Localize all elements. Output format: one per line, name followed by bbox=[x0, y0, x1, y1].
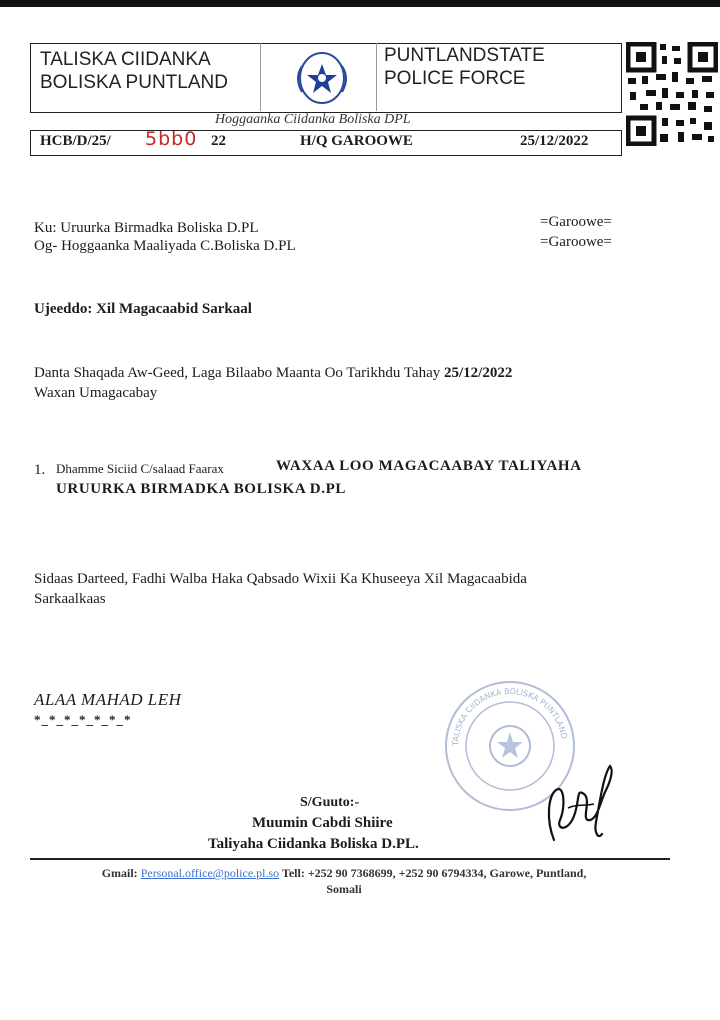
top-edge-bar bbox=[0, 0, 720, 7]
handwritten-signature bbox=[540, 760, 620, 855]
letterhead-left-line2: BOLISKA PUNTLAND bbox=[40, 72, 228, 93]
closing-line-2: Sarkaalkaas bbox=[34, 591, 106, 607]
reference-location: H/Q GAROOWE bbox=[300, 133, 413, 149]
intro-line-2: Waxan Umagacabay bbox=[34, 385, 158, 401]
reference-suffix: 22 bbox=[211, 133, 226, 149]
footer-country: Somali bbox=[326, 882, 362, 896]
footer-phone-address: Tell: +252 90 7368699, +252 90 6794334, Garowe, Puntland, bbox=[281, 866, 587, 880]
intro-text: Danta Shaqada Aw-Geed, Laga Bilaabo Maanta Oo Tarikhdu Tahay bbox=[34, 365, 441, 381]
letterhead-right-line1: PUNTLANDSTATE bbox=[384, 45, 545, 66]
letterhead-english-name bbox=[384, 44, 545, 90]
letterhead-right-line2: POLICE FORCE bbox=[384, 68, 526, 89]
reference-date: 25/12/2022 bbox=[520, 133, 589, 149]
recipient-place-2: =Garoowe= bbox=[540, 234, 612, 250]
qr-code-icon bbox=[626, 42, 718, 151]
salutation-stars: *_*_*_*_*_*_* bbox=[34, 712, 132, 727]
intro-date: 25/12/2022 bbox=[444, 365, 513, 381]
recipient-place-1: =Garoowe= bbox=[540, 214, 612, 230]
closing-line-1: Sidaas Darteed, Fadhi Walba Haka Qabsado Wixii Ka Khuseeya Xil Magacaabida bbox=[34, 571, 527, 587]
recipient-line-2: Og- Hoggaanka Maaliyada C.Boliska D.PL bbox=[34, 238, 296, 254]
intro-paragraph bbox=[34, 363, 654, 383]
item-appointment-line1: WAXAA LOO MAGACAABAY TALIYAHA bbox=[276, 458, 582, 474]
letterhead-divider bbox=[376, 43, 377, 111]
letterhead-left-line1: TALISKA CIIDANKA bbox=[40, 49, 211, 70]
signatory-name: Muumin Cabdi Shiire bbox=[252, 815, 393, 831]
letterhead-somali-name bbox=[40, 48, 228, 94]
stamp-text: TALISKA CIIDANKA BOLISKA PUNTLAND bbox=[450, 686, 569, 747]
salutation: ALAA MAHAD LEH bbox=[34, 690, 182, 709]
police-emblem-icon bbox=[288, 48, 356, 113]
letterhead-divider bbox=[260, 43, 261, 111]
footer-email-link[interactable]: Personal.office@police.pl.so bbox=[140, 866, 280, 880]
item-appointment-line2: URUURKA BIRMADKA BOLISKA D.PL bbox=[56, 481, 346, 497]
footer-divider bbox=[30, 858, 670, 860]
reference-handwritten-number: 5bb0 bbox=[145, 128, 198, 150]
signatory-label: S/Guuto:- bbox=[300, 795, 360, 810]
signatory-title: Taliyaha Ciidanka Boliska D.PL. bbox=[208, 836, 419, 852]
subject-line: Ujeeddo: Xil Magacaabid Sarkaal bbox=[34, 301, 252, 317]
item-number: 1. bbox=[34, 462, 46, 478]
reference-prefix: HCB/D/25/ bbox=[40, 133, 111, 149]
recipient-line-1: Ku: Uruurka Birmadka Boliska D.PL bbox=[34, 220, 259, 236]
footer-email-label: Gmail: bbox=[101, 866, 138, 880]
item-name: Dhamme Siciid C/salaad Faarax bbox=[56, 461, 224, 476]
footer-contact bbox=[44, 865, 644, 897]
letterhead-subtitle: Hoggaanka Ciidanka Boliska DPL bbox=[215, 112, 411, 127]
